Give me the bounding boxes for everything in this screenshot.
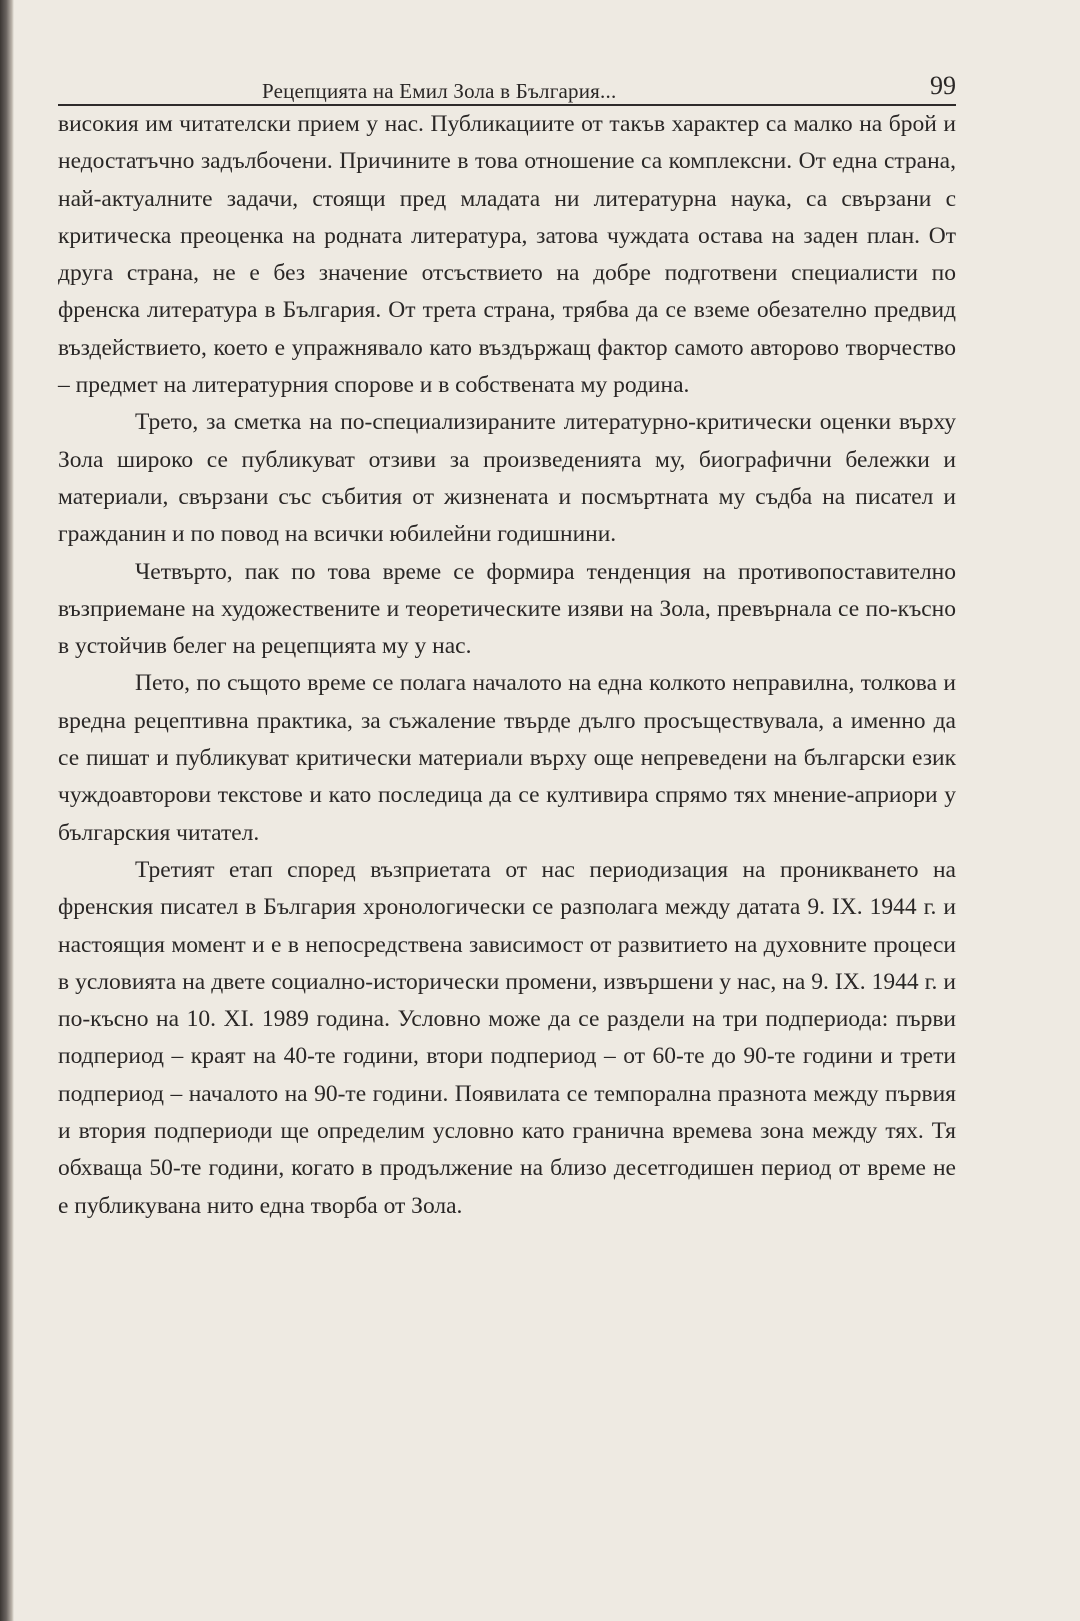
book-page — [58, 66, 956, 1596]
paragraph-third-stage: Третият етап според възприетата от нас периодизация на проникването на френския писател в България хронологически се разполага между датата 9. IX. 1944 г. и настоящия момент и е в непосредствена зависимост от развитието на духовните процеси в условията на двете социално-исторически промени, извършени у нас, на 9. IX. 1944 г. и по-късно на 10. XI. 1989 година. Условно може да се раздели на три подпериода: първи подпериод – краят на 40-те години, втори подпериод – от 60-те до 90-те години и трети подпериод – началото на 90-те години. Появилата се темпорална празнота между първия и втория подпериоди ще определим условно като гранична времева зона между тях. Тя обхваща 50-те години, когато в продължение на близо десетгодишен период от време не е публикувана нито една творба от Зола. — [58, 856, 956, 1219]
running-header — [58, 66, 956, 106]
book-spine-shadow — [0, 0, 14, 1621]
paragraph-fifth-point: Пето, по същото време се полага началото на една колкото неправилна, толкова и вредна рецептивна практика, за съжаление твърде дълго просъществувала, а именно да се пишат и публикуват критически материали върху още непреведени на български език чуждоавторови текстове и като последица да се култивира спрямо тях мнение-априори у българския читател. — [58, 670, 956, 846]
paragraph-third-point: Трето, за сметка на по-специализираните литературно-критически оценки върху Зола широко се публикуват отзиви за произведенията му, биографични бележки и материали, свързани със събития от жизнената и посмъртната му съдба на писател и гражданин и по повод на всички юбилейни годишнини. — [58, 409, 956, 548]
running-title: Рецепцията на Емил Зола в България... — [262, 79, 617, 103]
body-text — [58, 106, 956, 1225]
paragraph-fourth-point: Четвърто, пак по това време се формира тенденция на противопоставително възприемане на художествените и теоретическите изяви на Зола, превърнала се по-късно в устойчив белег на рецепцията му у нас. — [58, 558, 956, 660]
page-number: 99 — [930, 71, 956, 100]
paragraph-continuation: високия им читателски прием у нас. Публикациите от такъв характер са малко на брой и недостатъчно задълбочени. Причините в това отношение са комплексни. От една страна, най-актуалните задачи, стоящи пред младата ни литературна наука, са свързани с критическа преоценка на родната литература, затова чуждата остава на заден план. От друга страна, не е без значение отсъствието на добре подготвени специалисти по френска литература в България. От трета страна, трябва да се вземе обезателно предвид въздействието, което е упражнявало като въздържащ фактор самото авторово творчество – предмет на литературния спорове и в собствената му родина. — [58, 111, 956, 399]
